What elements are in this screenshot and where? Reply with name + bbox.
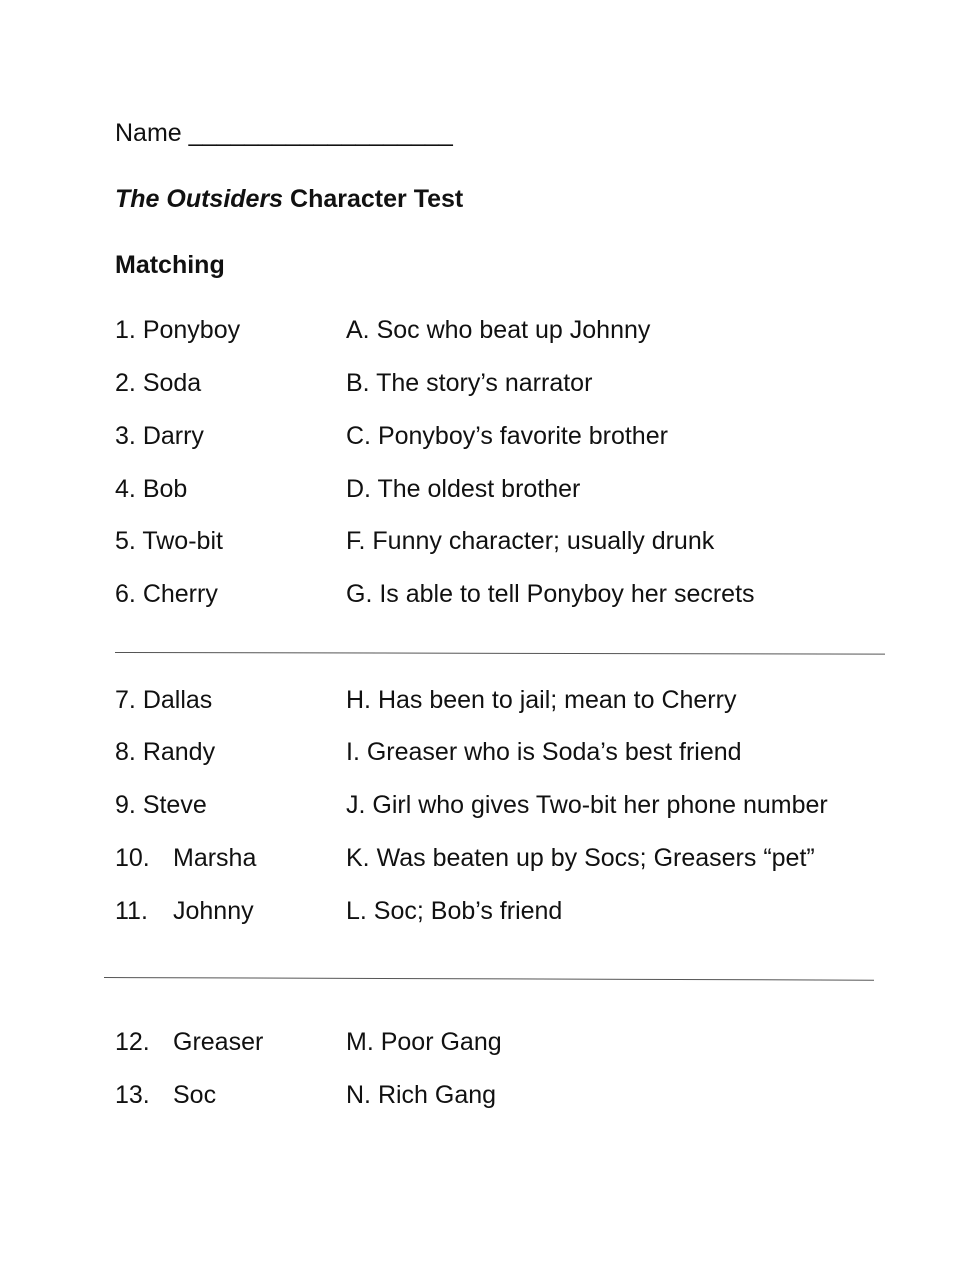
match-row bbox=[0, 579, 979, 613]
match-row bbox=[0, 526, 979, 560]
match-row bbox=[0, 1080, 979, 1114]
term-name: Soda bbox=[142, 369, 202, 397]
match-row bbox=[0, 737, 979, 771]
definition: J. Girl who gives Two-bit her phone number bbox=[346, 791, 828, 819]
page-title bbox=[115, 184, 463, 214]
match-row bbox=[0, 843, 979, 877]
definition: B. The story’s narrator bbox=[346, 369, 593, 397]
definition: A. Soc who beat up Johnny bbox=[346, 316, 651, 344]
term bbox=[115, 737, 215, 767]
term bbox=[115, 896, 254, 926]
term bbox=[115, 526, 223, 556]
term-name: Bob bbox=[142, 475, 188, 503]
section-divider bbox=[104, 977, 874, 981]
term-number: 11. bbox=[115, 897, 148, 925]
match-row bbox=[0, 368, 979, 402]
term-name: Soc bbox=[173, 1081, 217, 1109]
term-name: Steve bbox=[142, 791, 207, 819]
section-heading: Matching bbox=[115, 251, 225, 279]
book-title: The Outsiders bbox=[115, 185, 284, 213]
term bbox=[115, 685, 212, 715]
term-number: 1. bbox=[115, 316, 136, 344]
name-field-label: Name ___________________ bbox=[115, 119, 453, 147]
term-number: 7. bbox=[115, 686, 136, 714]
term-number: 4. bbox=[115, 475, 136, 503]
term-name: Randy bbox=[142, 738, 216, 766]
term-number: 9. bbox=[115, 791, 136, 819]
definition: N. Rich Gang bbox=[346, 1081, 497, 1109]
term bbox=[115, 474, 187, 504]
definition: K. Was beaten up by Socs; Greasers “pet” bbox=[346, 844, 815, 872]
match-row bbox=[0, 685, 979, 719]
term bbox=[115, 790, 207, 820]
term-name: Two-bit bbox=[142, 527, 223, 555]
section-divider bbox=[115, 652, 885, 655]
term-number: 8. bbox=[115, 738, 136, 766]
term bbox=[115, 579, 218, 609]
match-row bbox=[0, 421, 979, 455]
term bbox=[115, 1027, 263, 1057]
title-suffix: Character Test bbox=[283, 185, 464, 213]
term bbox=[115, 843, 256, 873]
term-number: 10. bbox=[115, 844, 150, 872]
match-row bbox=[0, 315, 979, 349]
definition: H. Has been to jail; mean to Cherry bbox=[346, 686, 737, 714]
term-name: Greaser bbox=[173, 1028, 264, 1056]
term-number: 12. bbox=[115, 1028, 150, 1056]
term bbox=[115, 368, 201, 398]
term-number: 2. bbox=[115, 369, 136, 397]
term-name: Cherry bbox=[142, 580, 218, 608]
term-name: Darry bbox=[142, 422, 204, 450]
term-name: Marsha bbox=[173, 844, 257, 872]
definition: L. Soc; Bob’s friend bbox=[346, 897, 563, 925]
definition: D. The oldest brother bbox=[346, 475, 581, 503]
match-row bbox=[0, 896, 979, 930]
term-number: 6. bbox=[115, 580, 136, 608]
term-name: Dallas bbox=[142, 686, 213, 714]
match-row bbox=[0, 474, 979, 508]
definition: C. Ponyboy’s favorite brother bbox=[346, 422, 668, 450]
definition: M. Poor Gang bbox=[346, 1028, 502, 1056]
definition: F. Funny character; usually drunk bbox=[346, 527, 715, 555]
match-row bbox=[0, 1027, 979, 1061]
term bbox=[115, 1080, 216, 1110]
term-number: 3. bbox=[115, 422, 136, 450]
term bbox=[115, 421, 204, 451]
definition: G. Is able to tell Ponyboy her secrets bbox=[346, 580, 755, 608]
term-number: 5. bbox=[115, 527, 136, 555]
term bbox=[115, 315, 240, 345]
term-name: Johnny bbox=[173, 897, 254, 925]
definition: I. Greaser who is Soda’s best friend bbox=[346, 738, 742, 766]
term-name: Ponyboy bbox=[142, 316, 241, 344]
match-row bbox=[0, 790, 979, 824]
term-number: 13. bbox=[115, 1081, 150, 1109]
